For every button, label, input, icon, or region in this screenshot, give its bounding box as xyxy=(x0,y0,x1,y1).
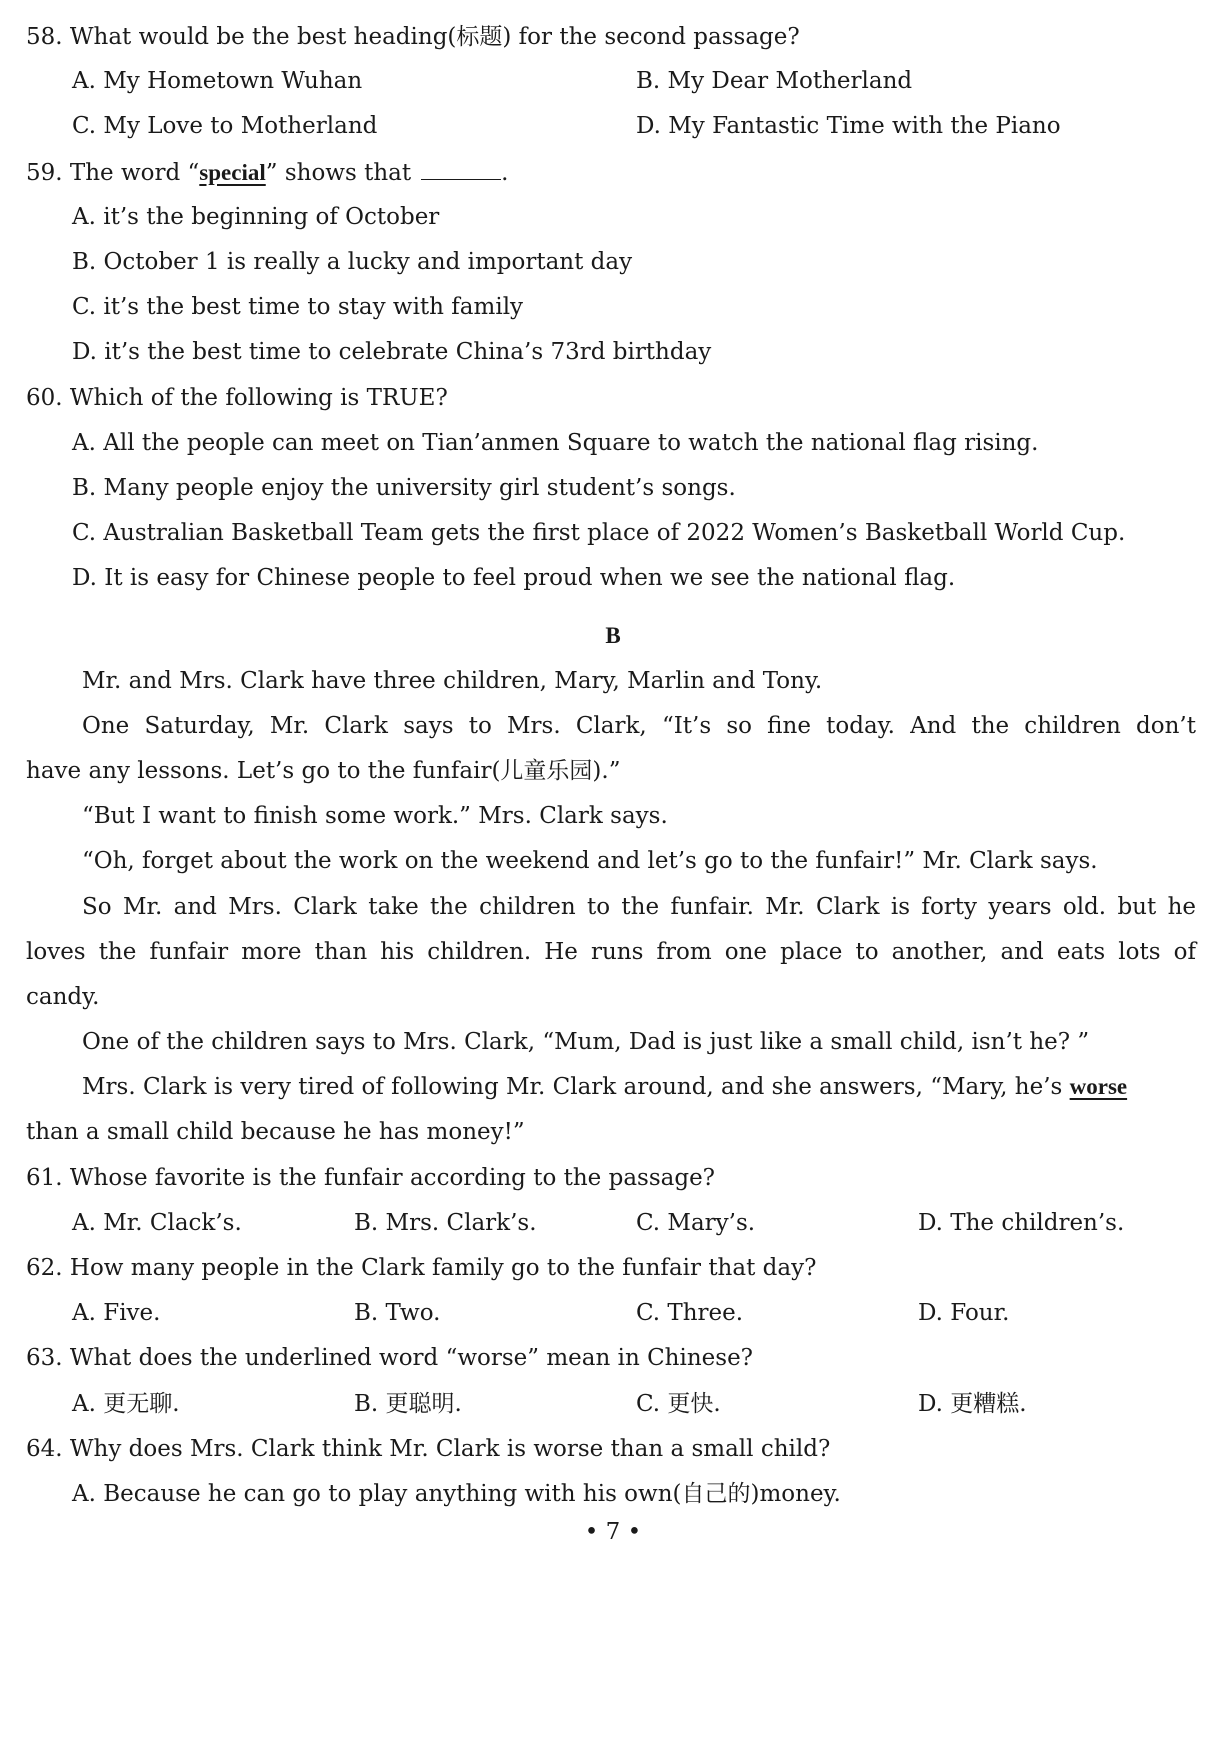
question-63-stem: 63. What does the underlined word “worse” mean in Chinese? xyxy=(26,1345,754,1371)
question-60-option-c: C. Australian Basketball Team gets the first place of 2022 Women’s Basketball World Cup. xyxy=(72,520,1126,546)
section-heading-b: B xyxy=(605,623,621,648)
question-58-stem: 58. What would be the best heading(标题) for the second passage? xyxy=(26,24,800,50)
question-58-option-a: A. My Hometown Wuhan xyxy=(72,68,363,94)
passage-paragraph-4: “Oh, forget about the work on the weekend and let’s go to the funfair!” Mr. Clark says. xyxy=(82,848,1098,874)
passage-paragraph-1: Mr. and Mrs. Clark have three children, Mary, Marlin and Tony. xyxy=(82,668,823,694)
question-60-option-b: B. Many people enjoy the university girl student’s songs. xyxy=(72,475,736,501)
question-63-option-c: C. 更快. xyxy=(636,1391,721,1417)
question-59-stem xyxy=(26,157,508,188)
question-60-option-d: D. It is easy for Chinese people to feel proud when we see the national flag. xyxy=(72,565,956,591)
passage-paragraph-5-line-2: loves the funfair more than his children. He runs from one place to another, and eats lots of xyxy=(26,939,1196,965)
question-64-option-a: A. Because he can go to play anything with his own(自己的)money. xyxy=(72,1481,841,1507)
question-63-option-d: D. 更糟糕. xyxy=(918,1391,1027,1417)
question-58-option-b: B. My Dear Motherland xyxy=(636,68,913,94)
question-62-option-c: C. Three. xyxy=(636,1300,744,1326)
page-number: • 7 • xyxy=(584,1519,642,1545)
passage-paragraph-2-line-2: have any lessons. Let’s go to the funfair(儿童乐园).” xyxy=(26,758,621,784)
question-62-option-b: B. Two. xyxy=(354,1300,441,1326)
question-59-option-b: B. October 1 is really a lucky and important day xyxy=(72,249,633,275)
passage-paragraph-5-line-3: candy. xyxy=(26,984,100,1010)
question-62-stem: 62. How many people in the Clark family go to the funfair that day? xyxy=(26,1255,817,1281)
question-60-option-a: A. All the people can meet on Tian’anmen Square to watch the national flag rising. xyxy=(72,430,1039,456)
question-58-option-c: C. My Love to Motherland xyxy=(72,113,378,139)
passage-paragraph-7-line-2: than a small child because he has money!” xyxy=(26,1119,525,1145)
question-59-option-a: A. it’s the beginning of October xyxy=(72,204,440,230)
question-58-option-d: D. My Fantastic Time with the Piano xyxy=(636,113,1061,139)
question-63-option-b: B. 更聪明. xyxy=(354,1391,462,1417)
underlined-word-worse: worse xyxy=(1069,1074,1128,1099)
question-59-option-d: D. it’s the best time to celebrate China’s 73rd birthday xyxy=(72,339,712,365)
quote-close: ” xyxy=(265,160,278,186)
underlined-word-special: special xyxy=(199,160,266,185)
passage-paragraph-5-line-1: So Mr. and Mrs. Clark take the children to the funfair. Mr. Clark is forty years old. but he xyxy=(82,894,1196,920)
passage-paragraph-6: One of the children says to Mrs. Clark, “Mum, Dad is just like a small child, isn’t he? ” xyxy=(82,1029,1090,1055)
passage-paragraph-7-text: Mrs. Clark is very tired of following Mr. Clark around, and she answers, “Mary, he’s xyxy=(82,1074,1063,1100)
quote-open: “ xyxy=(187,160,200,186)
question-62-option-d: D. Four. xyxy=(918,1300,1010,1326)
question-63-option-a: A. 更无聊. xyxy=(72,1391,180,1417)
passage-paragraph-2-line-1: One Saturday, Mr. Clark says to Mrs. Clark, “It’s so fine today. And the children don’t xyxy=(82,713,1196,739)
question-59-stem-end: . xyxy=(501,160,509,186)
question-61-option-a: A. Mr. Clack’s. xyxy=(72,1210,242,1236)
passage-paragraph-3: “But I want to finish some work.” Mrs. Clark says. xyxy=(82,803,668,829)
question-61-option-c: C. Mary’s. xyxy=(636,1210,756,1236)
question-59-option-c: C. it’s the best time to stay with family xyxy=(72,294,524,320)
question-61-option-b: B. Mrs. Clark’s. xyxy=(354,1210,537,1236)
passage-paragraph-7-line-1 xyxy=(82,1072,1127,1102)
question-62-option-a: A. Five. xyxy=(72,1300,161,1326)
answer-blank xyxy=(421,157,501,180)
question-64-stem: 64. Why does Mrs. Clark think Mr. Clark is worse than a small child? xyxy=(26,1436,831,1462)
question-60-stem: 60. Which of the following is TRUE? xyxy=(26,385,448,411)
question-61-stem: 61. Whose favorite is the funfair according to the passage? xyxy=(26,1165,716,1191)
question-59-stem-after: shows that xyxy=(277,160,412,186)
question-61-option-d: D. The children’s. xyxy=(918,1210,1125,1236)
question-59-stem-before: 59. The word xyxy=(26,160,188,186)
